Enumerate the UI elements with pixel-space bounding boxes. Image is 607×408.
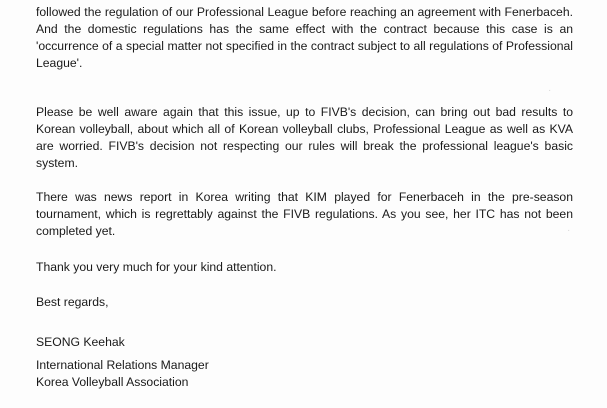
signature-block	[36, 334, 573, 391]
paragraph-regulation: followed the regulation of our Professional League before reaching an agreement with Fenerbaceh. And the domestic regulations has the same effect with the contract because this case is an 'occurrence of a special matter not specified in the contract subject to all regulations of Professional League'.	[36, 5, 573, 70]
closing-line: Best regards,	[36, 295, 109, 309]
paragraph-news-report: There was news report in Korea writing that KIM played for Fenerbaceh in the pre-season tournament, which is regrettably against the FIVB regulations. As you see, her ITC has not been completed yet.	[36, 190, 573, 238]
paragraph-thanks: Thank you very much for your kind attention.	[36, 260, 277, 274]
scan-speck: ·	[548, 85, 552, 96]
scan-speck: ·	[567, 225, 571, 236]
paragraph-concern: Please be well aware again that this issue, up to FIVB's decision, can bring out bad results to Korean volleyball, about which all of Korean volleyball clubs, Professional League as well as KVA are worried. FIVB's decision not respecting our rules will break the professional league's basic system.	[36, 105, 573, 170]
signatory-name: SEONG Keehak	[36, 335, 125, 349]
signatory-title: International Relations Manager	[36, 358, 209, 372]
signatory-organization: Korea Volleyball Association	[36, 375, 189, 389]
